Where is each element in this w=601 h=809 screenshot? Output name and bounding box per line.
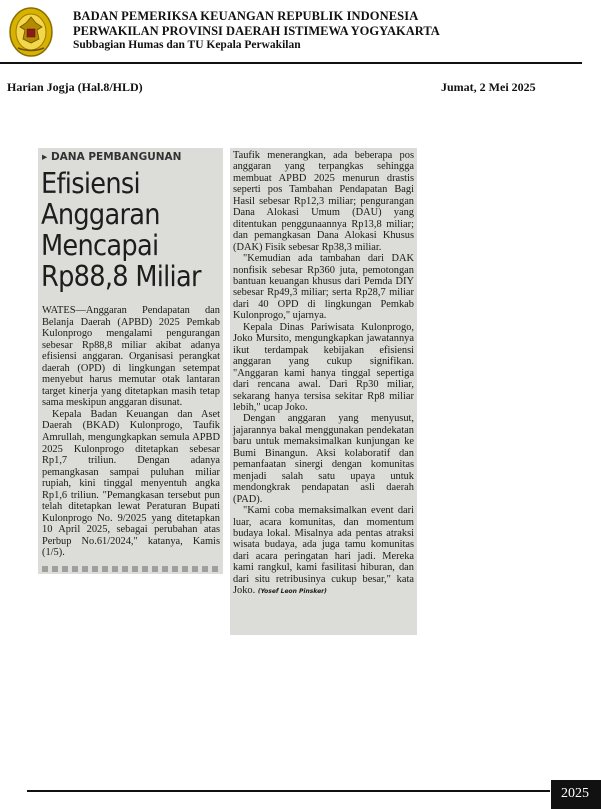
headline-line: Efisiensi <box>41 167 140 200</box>
letterhead <box>0 0 601 64</box>
org-name: BADAN PEMERIKSA KEUANGAN REPUBLIK INDONESIA <box>73 9 419 23</box>
paragraph: Dengan anggaran yang menyusut, jajarannya bakal menggunakan pendekatan baru untuk memaksimalkan kunjungan ke Bumi Binangun. Aksi kolaboratif dan pemanfaatan sinergi dengan komunitas menjadi salah satu upaya untuk mendongkrak pendapatan asli daerah (PAD). <box>233 413 414 505</box>
headline-line: Anggaran <box>41 198 160 231</box>
org-subdivision: Subbagian Humas dan TU Kepala Perwakilan <box>73 39 301 51</box>
paragraph: "Kemudian ada tambahan dari DAK nonfisik sebesar Rp360 juta, pemotongan bantuan keuangan khusus dari Pemda DIY sebesar Rp49,3 miliar; serta Rp28,7 miliar dari 40 OPD di lingkungan Pemkab Kulonprogo," ujarnya. <box>233 253 414 322</box>
year-label: 2025 <box>561 786 589 801</box>
date-label: Jumat, 2 Mei 2025 <box>441 80 536 94</box>
headline-line: Rp88,8 Miliar <box>41 260 201 293</box>
kicker-text: DANA PEMBANGUNAN <box>50 151 182 163</box>
headline-line: Mencapai <box>41 229 159 262</box>
source-label: Harian Jogja (Hal.8/HLD) <box>7 80 143 94</box>
paragraph: Taufik menerangkan, ada beberapa pos anggaran yang terpangkas sehingga membuat APBD 2025 menurun drastis seperti pos Tambahan Pendapatan Bagi Hasil sebesar Rp12,3 miliar; pengurangan Dana Alokasi Umum (DAU) yang ditentukan penggunaannya Rp13,8 miliar; dan pemangkasan Dana Alokasi Khusus (DAK) Fisik sebesar Rp38,3 miliar. <box>233 150 414 253</box>
byline: (Yosef Leon Pinsker) <box>257 588 327 596</box>
paragraph-text: "Kami coba memaksimalkan event dari luar, acara komunitas, dan momentum budaya lokal. Misalnya ada pentas atraksi wisata budaya, ada juga tamu komunitas dari acara peringatan hari jadi. Mereka kami rangkul, kami fasilitasi hiburan, dan dari situ retribusinya cukup besar," kata Joko. <box>233 505 414 597</box>
paragraph <box>233 505 414 598</box>
headline <box>41 168 205 292</box>
kicker: ▸ DANA PEMBANGUNAN <box>42 151 182 163</box>
paragraph: Kepala Badan Keuangan dan Aset Daerah (BKAD) Kulonprogo, Taufik Amrullah, mengungkapkan semula APBD 2025 Kulonprogo ditetapkan sebesar Rp1,7 triliun. Dengan adanya pemangkasan sampai puluhan miliar rupiah, kini tinggal menyentuh angka Rp1,6 triliun. "Pemangkasan tersebut pun telah ditetapkan lewat Peraturan Bupati Kulonprogo No. 9/2025 yang ditetapkan 10 April 2025, sebagai perubahan atas Perbup No.61/2024," katanya, Kamis (1/5). <box>42 408 220 559</box>
clipping-column-2 <box>230 148 417 635</box>
cut-off-text-line <box>42 566 218 572</box>
header-rule <box>0 62 582 64</box>
article-body-col1 <box>42 305 220 559</box>
clipping-column-1 <box>38 148 223 574</box>
paragraph: Kepala Dinas Pariwisata Kulonprogo, Joko Mursito, mengungkapkan jawatannya ikut terdampak kebijakan efisiensi anggaran yang cukup signifikan. "Anggaran kami hanya tinggal sepertiga dari rencana awal. Dari Rp30 miliar, sekarang hanya tersisa sekitar Rp8 miliar lebih," ucap Joko. <box>233 321 414 413</box>
article-body-col2 <box>233 150 414 598</box>
garuda-emblem-icon <box>6 3 56 59</box>
org-branch: PERWAKILAN PROVINSI DAERAH ISTIMEWA YOGYAKARTA <box>73 24 440 38</box>
footer-rule <box>27 790 550 792</box>
paragraph: WATES—Anggaran Pendapatan dan Belanja Daerah (APBD) 2025 Pemkab Kulonprogo mengalami pengurangan sebesar Rp88,8 miliar akibat adanya efisiensi anggaran. Organisasi perangkat daerah (OPD) di lingkungan setempat menyebut harus memutar otak lantaran target kinerja yang ditetapkan masih tetap sama meskipun anggaran disunat. <box>42 305 220 409</box>
